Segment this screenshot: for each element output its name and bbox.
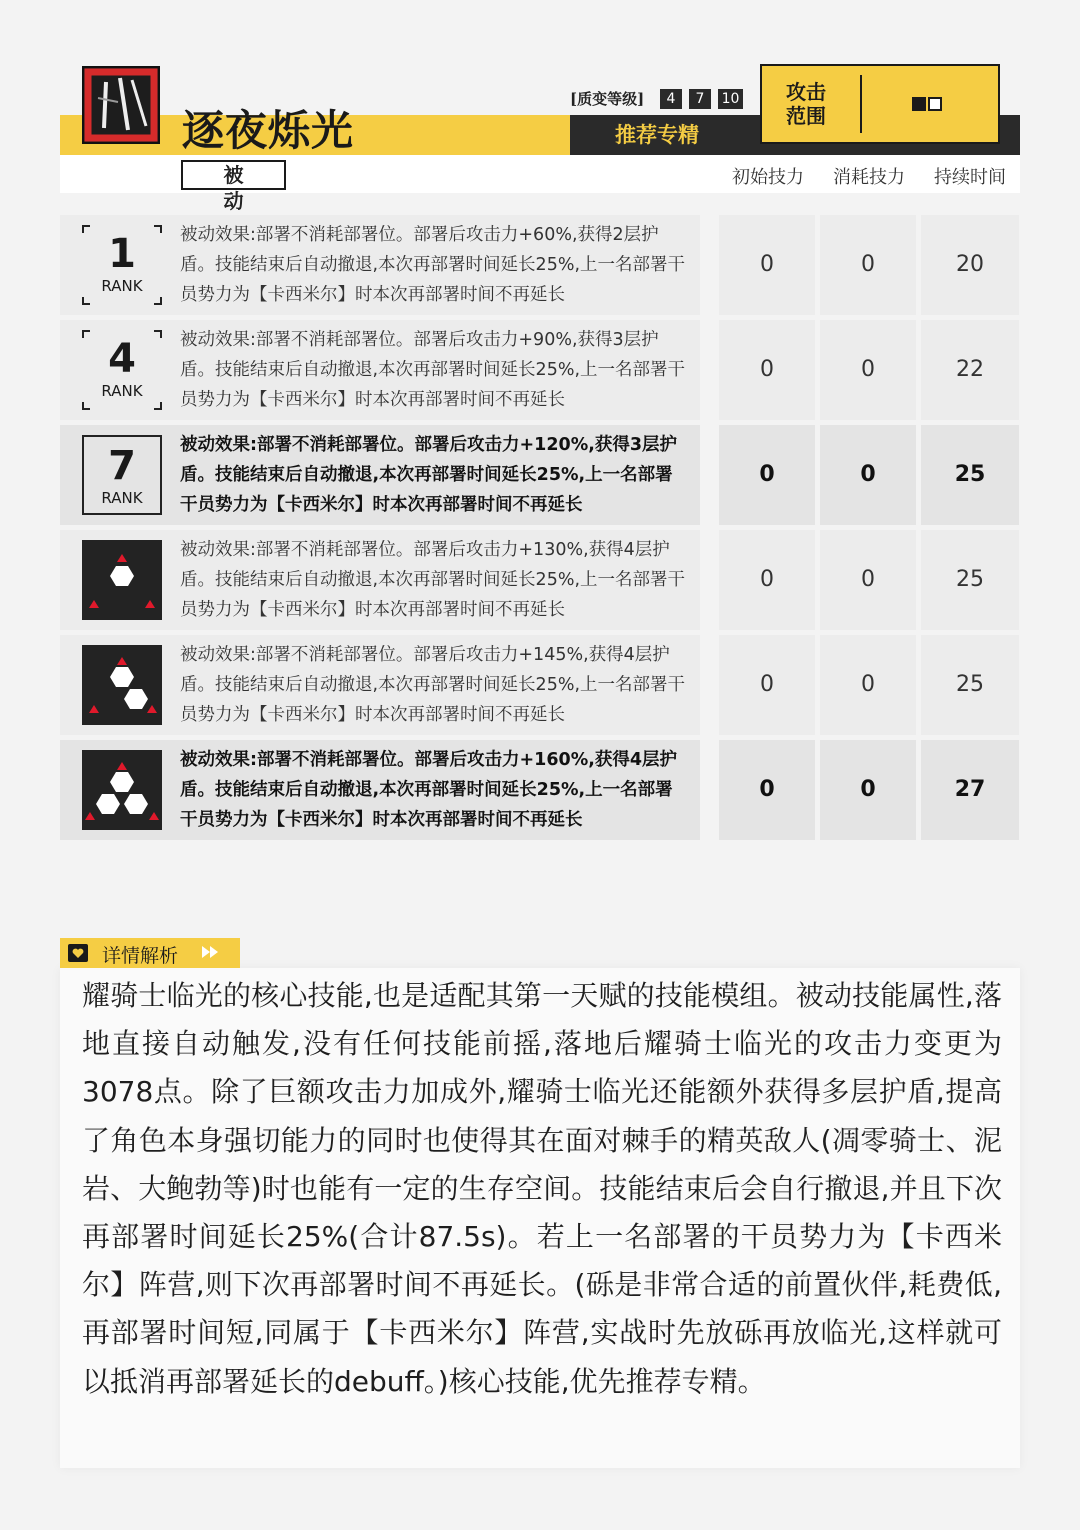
col-initial-sp: 初始技力 [732,167,804,188]
skill-title: 逐夜烁光 [182,106,355,155]
mastery-1-icon [82,540,162,620]
range-grid-icon [912,96,944,115]
row-sp-cost: 0 [820,425,916,525]
row-initial-sp: 0 [719,635,815,735]
row-sp-cost: 0 [820,740,916,840]
row-duration: 25 [921,530,1019,630]
recommend-mastery: 推荐专精 [615,123,699,147]
quality-level-text: 质变等级 [577,90,638,108]
row-sp-cost: 0 [820,320,916,420]
quality-level-7: 7 [689,89,711,109]
row-sp-cost: 0 [820,215,916,315]
skill-type-badge: 被 动 [181,160,286,190]
row-sp-cost: 0 [820,635,916,735]
fast-forward-icon [200,944,222,964]
col-sp-cost: 消耗技力 [833,167,905,188]
quality-level-4: 4 [660,89,682,109]
row-initial-sp: 0 [719,215,815,315]
row-desc-text: 被动效果:部署不消耗部署位。部署后攻击力+90%,获得3层护盾。技能结束后自动撤退,本次再部署时间延长25%,上一名部署干员势力为【卡西米尔】时本次再部署时间不再延长 [180,330,686,410]
quality-level-label: [质变等级] [570,90,645,108]
row-desc-text: 被动效果:部署不消耗部署位。部署后攻击力+60%,获得2层护盾。技能结束后自动撤退,本次再部署时间延长25%,上一名部署干员势力为【卡西米尔】时本次再部署时间不再延长 [180,225,686,305]
rank-badge: 1 RANK [82,225,162,305]
row-duration: 27 [921,740,1019,840]
row-duration: 25 [921,635,1019,735]
col-duration: 持续时间 [934,167,1006,188]
row-initial-sp: 0 [719,740,815,840]
quality-level-10: 10 [718,89,743,109]
row-desc-text: 被动效果:部署不消耗部署位。部署后攻击力+160%,获得4层护盾。技能结束后自动撤退,本次再部署时间延长25%,上一名部署干员势力为【卡西米尔】时本次再部署时间不再延长 [180,750,678,830]
row-initial-sp: 0 [719,320,815,420]
rank-badge: 7 RANK [82,435,162,515]
row-duration: 22 [921,320,1019,420]
mastery-2-icon [82,645,162,725]
row-desc-text: 被动效果:部署不消耗部署位。部署后攻击力+145%,获得4层护盾。技能结束后自动撤退,本次再部署时间延长25%,上一名部署干员势力为【卡西米尔】时本次再部署时间不再延长 [180,645,686,725]
claw-skill-icon [82,66,160,144]
analysis-tag-label: 详情解析 [102,945,179,967]
analysis-text: 耀骑士临光的核心技能,也是适配其第一天赋的技能模组。被动技能属性,落地直接自动触发,没有任何技能前摇,落地后耀骑士临光的攻击力变更为3078点。除了巨额攻击力加成外,耀骑士临光还能额外获得多层护盾,提高了角色本身强切能力的同时也使得其在面对棘手的精英敌人(凋零骑士、泥岩、大鲍勃等)时也能有一定的生存空间。技能结束后会自行撤退,并且下次再部署时间延长25%(合计87.5s)。若上一名部署的干员势力为【卡西米尔】阵营,则下次再部署时间不再延长。(砾是非常合适的前置伙伴,耗费低,再部署时间短,同属于【卡西米尔】阵营,实战时先放砾再放临光,这样就可以抵消再部署延长的debuff。)核心技能,优先推荐专精。 [82,979,1002,1398]
mastery-3-icon [82,750,162,830]
row-desc-text: 被动效果:部署不消耗部署位。部署后攻击力+120%,获得3层护盾。技能结束后自动撤退,本次再部署时间延长25%,上一名部署干员势力为【卡西米尔】时本次再部署时间不再延长 [180,435,678,515]
range-divider [860,75,862,133]
row-initial-sp: 0 [719,425,815,525]
row-sp-cost: 0 [820,530,916,630]
row-initial-sp: 0 [719,530,815,630]
row-desc-text: 被动效果:部署不消耗部署位。部署后攻击力+130%,获得4层护盾。技能结束后自动撤退,本次再部署时间延长25%,上一名部署干员势力为【卡西米尔】时本次再部署时间不再延长 [180,540,686,620]
attack-range-label: 攻击范围 [786,80,826,128]
row-duration: 25 [921,425,1019,525]
rank-badge: 4 RANK [82,330,162,410]
heart-monitor-icon [68,944,88,962]
row-duration: 20 [921,215,1019,315]
